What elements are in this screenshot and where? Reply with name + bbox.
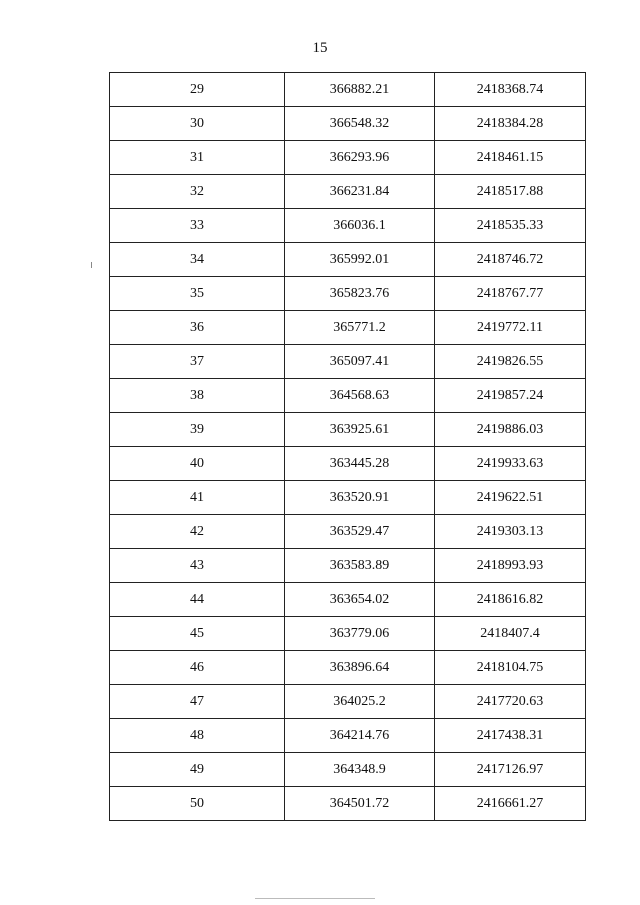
y-coordinate-cell: 2418993.93 — [435, 549, 586, 583]
table-row — [110, 107, 586, 141]
coordinate-table — [109, 72, 586, 821]
x-coordinate-cell: 364568.63 — [285, 379, 435, 413]
x-coordinate-cell: 363520.91 — [285, 481, 435, 515]
y-coordinate-cell: 2419622.51 — [435, 481, 586, 515]
point-number-cell: 47 — [110, 685, 285, 719]
point-number-cell: 50 — [110, 787, 285, 821]
point-number-cell: 48 — [110, 719, 285, 753]
table-row — [110, 73, 586, 107]
y-coordinate-cell: 2417438.31 — [435, 719, 586, 753]
x-coordinate-cell: 366231.84 — [285, 175, 435, 209]
table-row — [110, 379, 586, 413]
table-row — [110, 141, 586, 175]
x-coordinate-cell: 366036.1 — [285, 209, 435, 243]
y-coordinate-cell: 2418384.28 — [435, 107, 586, 141]
point-number-cell: 39 — [110, 413, 285, 447]
x-coordinate-cell: 363779.06 — [285, 617, 435, 651]
y-coordinate-cell: 2419886.03 — [435, 413, 586, 447]
x-coordinate-cell: 366882.21 — [285, 73, 435, 107]
table-row — [110, 753, 586, 787]
x-coordinate-cell: 364348.9 — [285, 753, 435, 787]
scan-speck — [91, 262, 92, 268]
point-number-cell: 38 — [110, 379, 285, 413]
table-row — [110, 209, 586, 243]
y-coordinate-cell: 2416661.27 — [435, 787, 586, 821]
y-coordinate-cell: 2417720.63 — [435, 685, 586, 719]
x-coordinate-cell: 364214.76 — [285, 719, 435, 753]
x-coordinate-cell: 363445.28 — [285, 447, 435, 481]
x-coordinate-cell: 363896.64 — [285, 651, 435, 685]
table-row — [110, 515, 586, 549]
table-row — [110, 277, 586, 311]
x-coordinate-cell: 365771.2 — [285, 311, 435, 345]
x-coordinate-cell: 366293.96 — [285, 141, 435, 175]
point-number-cell: 40 — [110, 447, 285, 481]
y-coordinate-cell: 2419933.63 — [435, 447, 586, 481]
point-number-cell: 35 — [110, 277, 285, 311]
x-coordinate-cell: 363583.89 — [285, 549, 435, 583]
y-coordinate-cell: 2418461.15 — [435, 141, 586, 175]
table-row — [110, 311, 586, 345]
y-coordinate-cell: 2418104.75 — [435, 651, 586, 685]
x-coordinate-cell: 364025.2 — [285, 685, 435, 719]
point-number-cell: 43 — [110, 549, 285, 583]
y-coordinate-cell: 2419857.24 — [435, 379, 586, 413]
point-number-cell: 41 — [110, 481, 285, 515]
table-row — [110, 617, 586, 651]
y-coordinate-cell: 2417126.97 — [435, 753, 586, 787]
point-number-cell: 32 — [110, 175, 285, 209]
point-number-cell: 49 — [110, 753, 285, 787]
page-number: 15 — [312, 40, 328, 56]
table-row — [110, 447, 586, 481]
x-coordinate-cell: 363925.61 — [285, 413, 435, 447]
point-number-cell: 34 — [110, 243, 285, 277]
y-coordinate-cell: 2418517.88 — [435, 175, 586, 209]
x-coordinate-cell: 365823.76 — [285, 277, 435, 311]
x-coordinate-cell: 363654.02 — [285, 583, 435, 617]
point-number-cell: 33 — [110, 209, 285, 243]
x-coordinate-cell: 363529.47 — [285, 515, 435, 549]
y-coordinate-cell: 2418767.77 — [435, 277, 586, 311]
y-coordinate-cell: 2419826.55 — [435, 345, 586, 379]
y-coordinate-cell: 2419772.11 — [435, 311, 586, 345]
point-number-cell: 30 — [110, 107, 285, 141]
table-row — [110, 243, 586, 277]
x-coordinate-cell: 365097.41 — [285, 345, 435, 379]
y-coordinate-cell: 2418535.33 — [435, 209, 586, 243]
y-coordinate-cell: 2418368.74 — [435, 73, 586, 107]
point-number-cell: 46 — [110, 651, 285, 685]
coordinate-table-body — [110, 73, 586, 821]
table-row — [110, 549, 586, 583]
point-number-cell: 44 — [110, 583, 285, 617]
y-coordinate-cell: 2418616.82 — [435, 583, 586, 617]
table-row — [110, 175, 586, 209]
table-row — [110, 651, 586, 685]
table-row — [110, 719, 586, 753]
point-number-cell: 29 — [110, 73, 285, 107]
x-coordinate-cell: 366548.32 — [285, 107, 435, 141]
y-coordinate-cell: 2419303.13 — [435, 515, 586, 549]
table-row — [110, 413, 586, 447]
table-row — [110, 685, 586, 719]
y-coordinate-cell: 2418407.4 — [435, 617, 586, 651]
point-number-cell: 36 — [110, 311, 285, 345]
y-coordinate-cell: 2418746.72 — [435, 243, 586, 277]
footer-scan-line — [255, 898, 375, 899]
table-row — [110, 787, 586, 821]
x-coordinate-cell: 364501.72 — [285, 787, 435, 821]
point-number-cell: 31 — [110, 141, 285, 175]
table-row — [110, 345, 586, 379]
point-number-cell: 37 — [110, 345, 285, 379]
table-row — [110, 481, 586, 515]
point-number-cell: 42 — [110, 515, 285, 549]
x-coordinate-cell: 365992.01 — [285, 243, 435, 277]
table-row — [110, 583, 586, 617]
point-number-cell: 45 — [110, 617, 285, 651]
